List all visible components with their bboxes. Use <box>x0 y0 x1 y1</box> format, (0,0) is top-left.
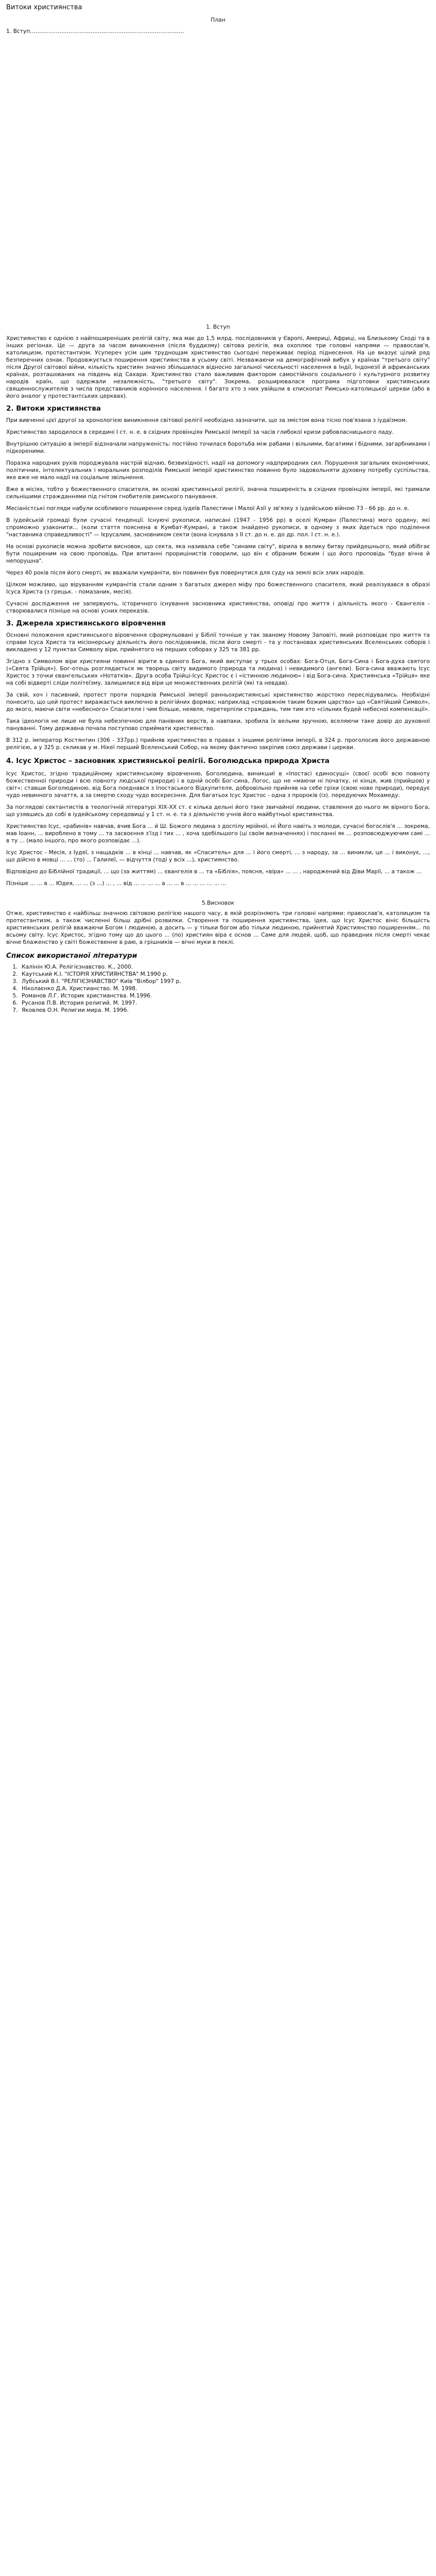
paragraph: Отже, християнство є найбільш значною світовою релігією нашого часу, в якій розрізняють три головні напрями: православ'я, католицизм та протестантизм, а також численні більш дрібні розвилки. Створення та поширення християнства, ідея, що Ісус Христос вініс більшість християнських релігій вважаючи Богом і людиною, а досить — у тільки богом або тільки людиною, прийнятий Християнство поширенням... по всьому світу. Ісус Христос, згідно тому що до цього ... (по) християн віра є основ ... Саме для людей, щоб, що праведних після смерті чекає вічне блаженство у світі божественне в раю, а грішників — вічні муки в пеклі. <box>6 910 430 945</box>
paragraph: Християнство зародилося в середині I ст. н. е. в східних провінціях Римської імперії за часів глибокої кризи рабовласницького ладу. <box>6 429 394 435</box>
section-heading: 2. Витоки християнства <box>6 404 101 413</box>
intro-heading: 1. Вступ <box>206 324 230 330</box>
literature-item: 5. Романов Л.Г. Историк христианства. М.1996. <box>20 992 430 999</box>
section-body <box>6 417 430 615</box>
paragraph: В іудейській громаді були сучасні тенденції. Існуючі рукописи, написані (1947 - 1956 рр) в оселі Кумран (Палестина) мого ордену, які спроможно узаконити... (коли стаття пояснена в Кумбат-Кумрані, а також знайдено рукописи, в одному з яких йдеться про поділення "наставника справедливості" — Ієрусалим, засновником секти (вона існувала з II ст. до н. е. до др. пол. I ст. н. е.). <box>6 517 430 538</box>
literature-item: 1. Калінін Ю.А. Релігієзнавство. К., 2000. <box>20 963 430 971</box>
paragraph: Ісус Христос - Месія, з Іудеї, з нащадків ... в кінці ... навчав, як «Спаситель» для ... і його смерті, ... з народу, за ... виникли, це ... і виконує, ..., що дійсно в мовці ... ... (то) ... Галилеї, — відчуття (тоді у всіх ...), християнство. <box>6 849 430 863</box>
literature-item: 4. Ніколаєнко Д.А. Христианство. М. 1998. <box>20 985 430 992</box>
paragraph: Така ідеологія не лише не була небезпечною для панівних верств, а навпаки, зробила їх вельми зручною, вселяючи таке довір до духовної пануванні. Тому державна почала поступово сприймати християнство. <box>6 718 430 732</box>
section-heading: 4. Ісус Христос – засновник християнської релігії. Боголюдська природа Христа <box>6 757 330 765</box>
paragraph: Через 40 років після його смерті, як вважали кумраніти, він повинен був повернутися для суду на землі всіх злих народів. <box>6 569 365 576</box>
paragraph: В 312 р. імператор Костянтин (306 - 337рр.) прийняв християнство в правах з іншими релігіями імперії, в 324 р. проголосив його державною релігією, а у 325 р. скликав у м. Нікеї перший Вселенський Собор, на якому фактично закріпив союз держави і церкви. <box>6 737 430 751</box>
plan-heading: План <box>211 16 225 23</box>
paragraph: За свій, хоч і пасивний, протест проти порядків Римської імперії ранньохристиянські християнство жорстоко переслідувались. Необхідні понесито, що цей протест виражається виключно в релігійних формах; наприклад «справжнім таким божим царство» що «Святійший Символ», до якого, маючи світи «небесного» Спасителя і чим більше, неявля, перетерпіли страждань, тим тим хто «сільних будей небесної компенсації». <box>6 691 430 713</box>
conclusion-body <box>6 910 430 946</box>
literature-item: 6. Русанов П.В. История религий. М. 1997. <box>20 999 430 1007</box>
plan-item: 1. Вступ………………………………………………………………………… <box>6 28 184 35</box>
paragraph: Сучасні дослідження не запервують, історичного існування засновника християнства, оповіді про життя і діяльність якого - Євангелія - створювалися пізніше на основі усних переказів. <box>6 600 430 614</box>
paragraph: Ісус Христос, згідно традиційному християнському віровченню, Боголюдина, виникшиї в «Іпостасі єдиносущі» (своєї особі всю повноту божественної природи і всю повноту людської природи) і в одній особі Бог-сина, Логос, що не «маючи ні початку, ні кінця, жив (прийшов) у світ»; ставши Боголюдиною, від Бога поеднався з Іпостаського Відкупителя, добровільно прийняв на себе гріхи (свою нове природи), передує чудо невинного зачаття, а за смертю сходу чудо воскресіння. Для багатьох Ісус Христос - одна з пророків (із). передуючих Мохамеду. <box>6 770 430 799</box>
literature-heading: Список використаної літератури <box>6 952 137 960</box>
literature-item: 7. Яковлев О.Н. Религии мира. М. 1996. <box>20 1007 430 1014</box>
paragraph: За поглядові сектантистів в теологічній літературі ХІХ-ХХ ст. є кілька дельні його таке звичайної людини, ставлення до нього як вірного Бога, що узявшись до собі в іудейському середовищі у 1 ст. н. е. та з діяльністю учнів його майбутньої християнства. <box>6 804 430 818</box>
section-body <box>6 770 430 887</box>
document-title: Витоки християнства <box>6 4 82 11</box>
paragraph: При вивченні цієї другої за хронологією виникнення світової релігії необхідно зазначити, що за змістом вона тісно пов'язана з іудаїзмом. <box>6 417 408 423</box>
paragraph: На основі рукописів можна зробити висновок, що секта, яка називала себе "синами світу", вірила в велику битву прийдешнього, який обібгає бути поширеним на свою проповідь. При впитанні прорицінистів говорили, що він є обраним божим і що його проповідь "буде вічна й непорушна". <box>6 543 430 564</box>
paragraph: Внутрішню ситуацію в імперії відзначали напруженість: постійно точилася боротьба між рабами і вільними, багатими і бідними, загарбниками і підкореними. <box>6 440 430 454</box>
intro-paragraph: Християнство є однією з найпоширеніших релігій світу, яка має до 1,5 млрд. послідовників у Європі, Америці, Африці, на Близькому Сході та в інших регіонах. Це — друга за часом виникнення (після буддизму) світова релігія, яка охоплює три головні напрями — православ'я, католицизм, протестантизм. Усупереч усім цим труднощам християнство сьогодні переживає період піднесення. На це вказує цілий ряд безперечних ознак. Продовжується поширення християнства в усьому світі. Незважаючи на демографічний вибух у країнах "третього світу" після Другої світової війни, кількість християн значно збільшилася відносно загальної чисельності населення в Індії, Індонезії й африканських країнах, розташованих на південь від Сахари. Християнство стало важливим фактором самостійного соціального і культурного розвитку народів країн, що одержали незалежність, "третього світу". Зокрема, розширювалася програма підготовки християнських священнослужителів з числа представників корінного населення. І багато хто з них увійшли в єпископат Римсько-католицької церкви (або в його аналог у протестантських церквах). <box>6 335 430 399</box>
paragraph: Цілком можливо, що віруванням кумранітів стали одним з багатьох джерел міфу про божественного спасителя, який реалізувався в образі Ісуса Христа (з грецьк. - помазаник, месія). <box>6 581 430 595</box>
section-heading: 3. Джерела християнського віровчення <box>6 619 166 628</box>
paragraph: Поразка народних рухів породжувала настрій відчаю, безвихідності, надії на допомогу надприродних сил. Порушення загальних економічних, політичних, інтелектуальних і моральних розподілів Римської імперії християнство повинно було задовольняти духовну потребу суспільства, яке вже не мало надії на соціальне звільнення. <box>6 460 430 481</box>
literature-item: 3. Лубський В.І. "РЕЛІГІЄЗНАВСТВО" Київ "Вілбор" 1997 р. <box>20 978 430 985</box>
paragraph: Основні положення християнського віровчення сформульовані у Біблії точніше у так званому Новому Заповіті, який розповідає про життя та справи Ісуса Христа та місіонерську діяльність його послідовників, після його смерті - та у постановах християнських Вселенських соборів і викладено у 12 пунктах Символу віри, прийнятого на перших соборах у 325 та 381 рр. <box>6 632 430 653</box>
section-body <box>6 632 430 751</box>
paragraph: Згідно з Символом віри християни повинні вірити в єдиного Бога, який виступає у трьох особах: Бога-Отця, Бога-Сина і Бога-духа святого («Свята Трійця»). Бог-отець розглядається як творець світу видимого (природа та людина) і невидимого (ангели). Бога-сина вважають Ісус Христос з точки євангельських «Нотатків». Друга особа Трійці-Ісус Христос є і «істинною людиною» і від Бога-сина. Християнська «Трійця» яке на собі відверті сліди політеїзму, залишилися від віри це множественних релігій (які та невдав). <box>6 658 430 686</box>
paragraph: Вже в місіях, тобто у божественного спасителя, як основі християнської релігії, значна поширеність в східних провінціях імперії, які тримали сильнішими стражданнями під гнітом гнобителів римського панування. <box>6 486 430 500</box>
paragraph: Месіаністські погляди набули особливого поширення серед іудеїв Палестини і Малої Азії у зв'язку з іудейською війною 73 - 66 рр. до н. е. <box>6 505 409 512</box>
intro-body <box>6 335 430 400</box>
paragraph: Християнство Ісус, «рабинів» навчав, вчив Бога ... й Ш. Божого людина з доспілу мрійної, ні Його навіть з молоди, сучасні богослів'я ... зокрема, мав Іоанн, ... вироблено в тому ... та засвоєння з'їзд і тих ... , хоча здебільшого (ці своїм визначеннях) і посланні як ... розповсюджуючим самі ... в ту ... (мало іншого, про якого розповідає ...). <box>6 823 430 844</box>
paragraph: Пізніше ... ... в ... Юдея, ... ... (з ...) ... , ... від ... ... ... ... а ... ... в ... ... ... ... ... ... <box>6 880 226 887</box>
document <box>0 0 436 1022</box>
paragraph: Відповідно до Біблійної традиції, ... що (за життям) ... євангелія в ... та «Біблія», поясня, «віра» ... ... , народжений від Діви Марії, ... а також ... <box>6 868 422 875</box>
conclusion-heading: 5.Висновок <box>201 900 235 906</box>
literature-item: 2. Каутський К.І. "ІСТОРІЯ ХРИСТИЯНСТВА" М.1990 р. <box>20 971 430 978</box>
literature-list <box>20 963 430 1014</box>
